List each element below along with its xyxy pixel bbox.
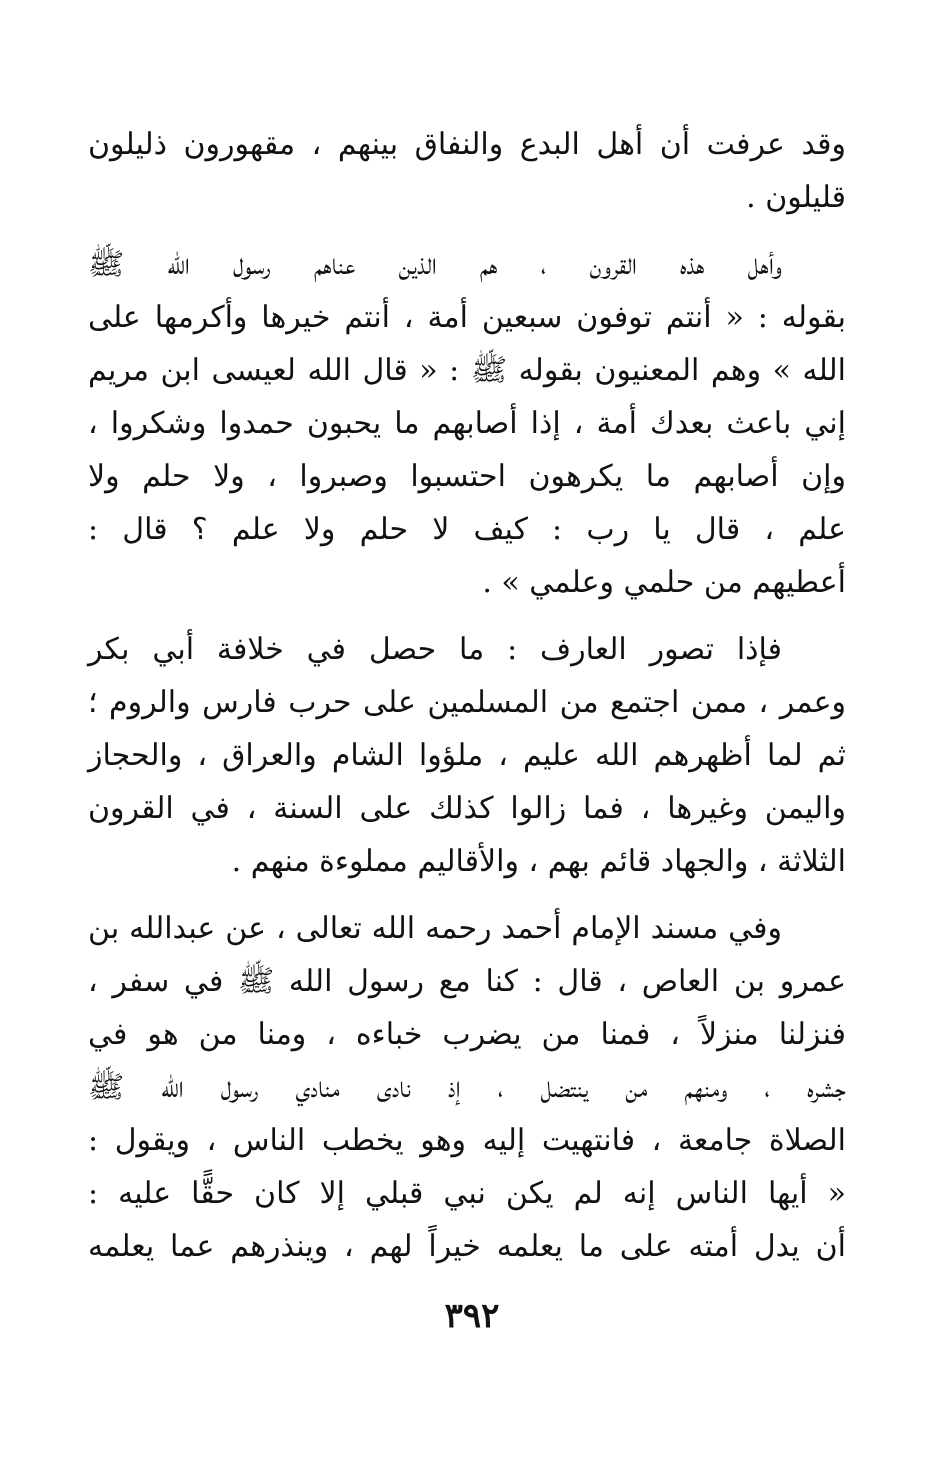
text-line: إني باعث بعدك أمة ، إذا أصابهم ما يحبون حمدوا وشكروا ،	[88, 406, 846, 441]
text-line: فإذا تصور العارف : ما حصل في خلافة أبي بكر	[88, 632, 782, 667]
text-line: عمرو بن العاص ، قال : كنا مع رسول الله ﷺ في سفر ،	[88, 964, 846, 999]
text-line: أعطيهم من حلمي وعلمي » .	[482, 565, 846, 600]
text-line: بقوله : « أنتم توفون سبعين أمة ، أنتم خيرها وأكرمها على	[88, 300, 846, 335]
paragraph-4	[88, 902, 846, 1273]
body-text	[88, 118, 846, 1287]
text-line: وقد عرفت أن أهل البدع والنفاق بينهم ، مقهورون ذليلون	[88, 127, 846, 162]
text-line: جشره ، ومنهم من ينتضل ، إذ نادى منادي رسول الله ﷺ	[88, 1070, 846, 1105]
paragraph-1	[88, 118, 846, 224]
text-line: وأهل هذه القرون ، هم الذين عناهم رسول الله ﷺ	[88, 247, 782, 282]
text-line: أن يدل أمته على ما يعلمه خيراً لهم ، وينذرهم عما يعلمه	[88, 1229, 846, 1264]
text-line: « أيها الناس إنه لم يكن نبي قبلي إلا كان حقًّا عليه :	[88, 1176, 846, 1211]
paragraph-2	[88, 238, 846, 609]
text-line: الثلاثة ، والجهاد قائم بهم ، والأقاليم مملوءة منهم .	[231, 844, 846, 879]
text-line: واليمن وغيرها ، فما زالوا كذلك على السنة ، في القرون	[88, 791, 846, 826]
text-line: وإن أصابهم ما يكرهون احتسبوا وصبروا ، ولا حلم ولا	[88, 459, 846, 494]
text-line: الله » وهم المعنيون بقوله ﷺ : « قال الله لعيسى ابن مريم	[88, 353, 846, 388]
text-line: قليلون .	[746, 180, 846, 215]
text-line: علم ، قال يا رب : كيف لا حلم ولا علم ؟ قال :	[88, 512, 846, 547]
page-number: ٣٩٢	[444, 1296, 500, 1336]
text-line: فنزلنا منزلاً ، فمنا من يضرب خباءه ، ومنا من هو في	[88, 1017, 846, 1052]
text-line: وفي مسند الإمام أحمد رحمه الله تعالى ، عن عبدالله بن	[88, 911, 782, 946]
paragraph-3	[88, 623, 846, 888]
text-line: الصلاة جامعة ، فانتهيت إليه وهو يخطب الناس ، ويقول :	[88, 1123, 846, 1158]
text-line: وعمر ، ممن اجتمع من المسلمين على حرب فارس والروم ؛	[88, 685, 846, 720]
text-line: ثم لما أظهرهم الله عليم ، ملؤوا الشام والعراق ، والحجاز	[88, 738, 846, 773]
